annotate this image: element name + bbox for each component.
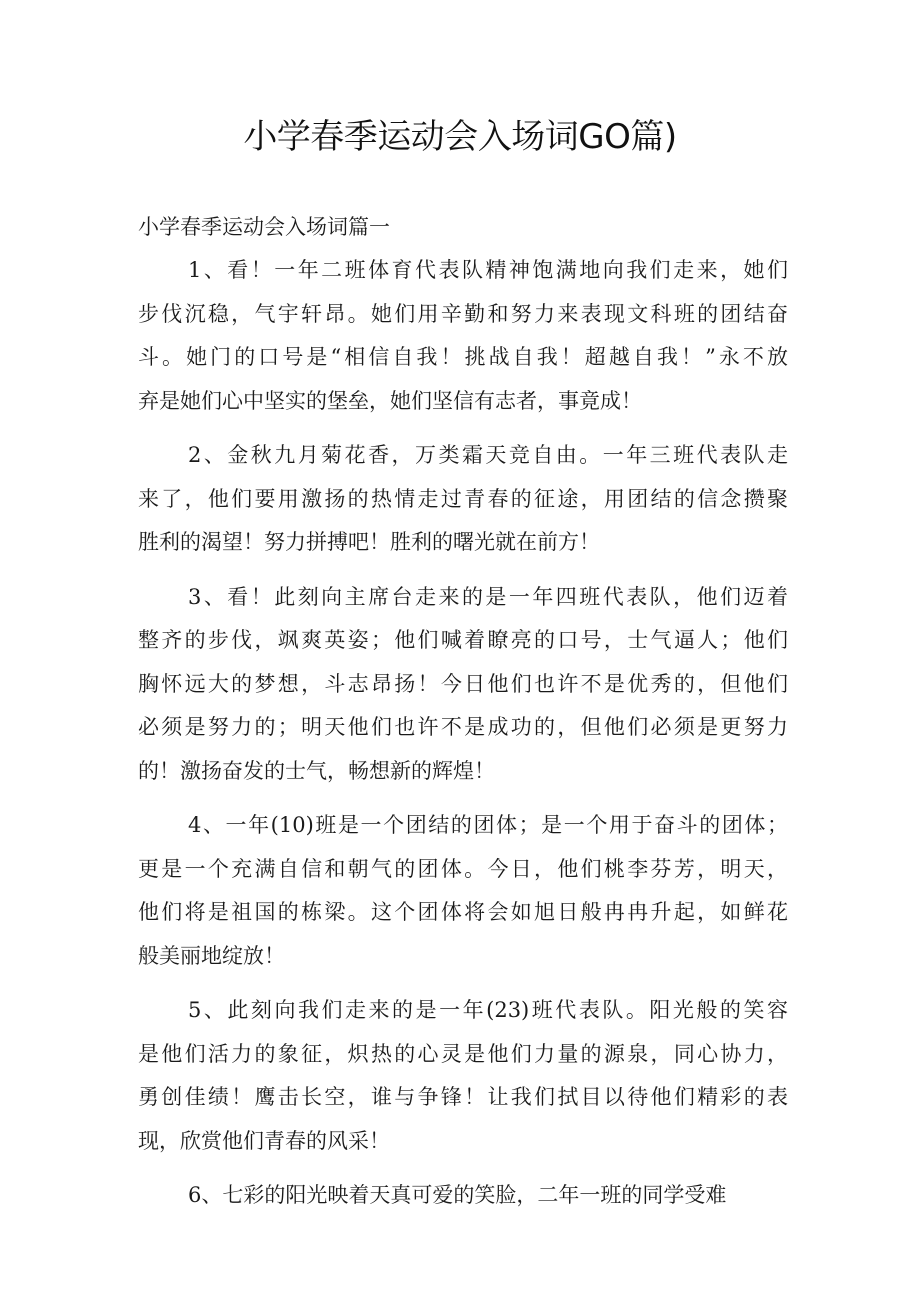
paragraph-1 — [138, 249, 788, 423]
paragraph-line: 2、金秋九月菊花香，万类霜天竞自由。一年三班代表队走 — [188, 443, 788, 467]
paragraph-3 — [138, 576, 788, 794]
document-body — [138, 208, 788, 1229]
section-heading: 小学春季运动会入场词篇一 — [138, 215, 390, 239]
paragraph-line: 3、看！此刻向主席台走来的是一年四班代表队，他们迈着 — [188, 584, 788, 609]
paragraph-line: 现，欣赏他们青春的风采！ — [138, 1128, 390, 1153]
paragraph-line: 胜利的渴望！努力拼搏吧！胜利的曙光就在前方！ — [138, 530, 600, 554]
paragraph-line: 5、此刻向我们走来的是一年(23)班代表队。阳光般的笑容 — [188, 998, 788, 1022]
document-title: 小学春季运动会入场词GO篇) — [243, 117, 677, 157]
paragraph-line: 的！激扬奋发的士气，畅想新的辉煌！ — [138, 758, 495, 783]
paragraph-line: 更是一个充满自信和朝气的团体。今日，他们桃李芬芳，明天， — [138, 856, 788, 881]
paragraph-line: 弃是她们心中坚实的堡垒，她们坚信有志者，事竟成！ — [138, 388, 642, 413]
paragraph-line: 他们将是祖国的栋梁。这个团体将会如旭日般冉冉升起，如鲜花 — [138, 900, 788, 924]
paragraph-line: 整齐的步伐，飒爽英姿；他们喊着瞭亮的口号，士气逼人；他们 — [138, 628, 788, 652]
paragraph-line: 6、七彩的阳光映着天真可爱的笑脸，二年一班的同学受难 — [188, 1183, 727, 1207]
paragraph-line: 是他们活力的象征，炽热的心灵是他们力量的源泉，同心协力， — [138, 1041, 788, 1066]
paragraph-6 — [138, 1174, 788, 1218]
paragraph-line: 1、看！一年二班体育代表队精神饱满地向我们走来，她们 — [188, 258, 788, 282]
paragraph-line: 般美丽地绽放！ — [138, 943, 285, 968]
paragraph-line: 斗。她门的口号是“相信自我！挑战自我！超越自我！”永不放 — [138, 345, 788, 369]
paragraph-line: 来了，他们要用激扬的热情走过青春的征途，用团结的信念攒聚 — [138, 486, 788, 511]
paragraph-line: 4、一年(10)班是一个团结的团体；是一个用于奋斗的团体； — [188, 813, 788, 837]
paragraph-line: 胸怀远大的梦想，斗志昂扬！今日他们也许不是优秀的，但他们 — [138, 671, 788, 696]
paragraph-4 — [138, 804, 788, 978]
paragraph-line: 勇创佳绩！鹰击长空，谁与争锋！让我们拭目以待他们精彩的表 — [138, 1085, 788, 1109]
paragraph-5 — [138, 989, 788, 1163]
paragraph-line: 步伐沉稳，气宇轩昂。她们用辛勤和努力来表现文科班的团结奋 — [138, 301, 788, 326]
paragraph-line: 必须是努力的；明天他们也许不是成功的，但他们必须是更努力 — [138, 715, 788, 739]
paragraph-2 — [138, 434, 788, 565]
